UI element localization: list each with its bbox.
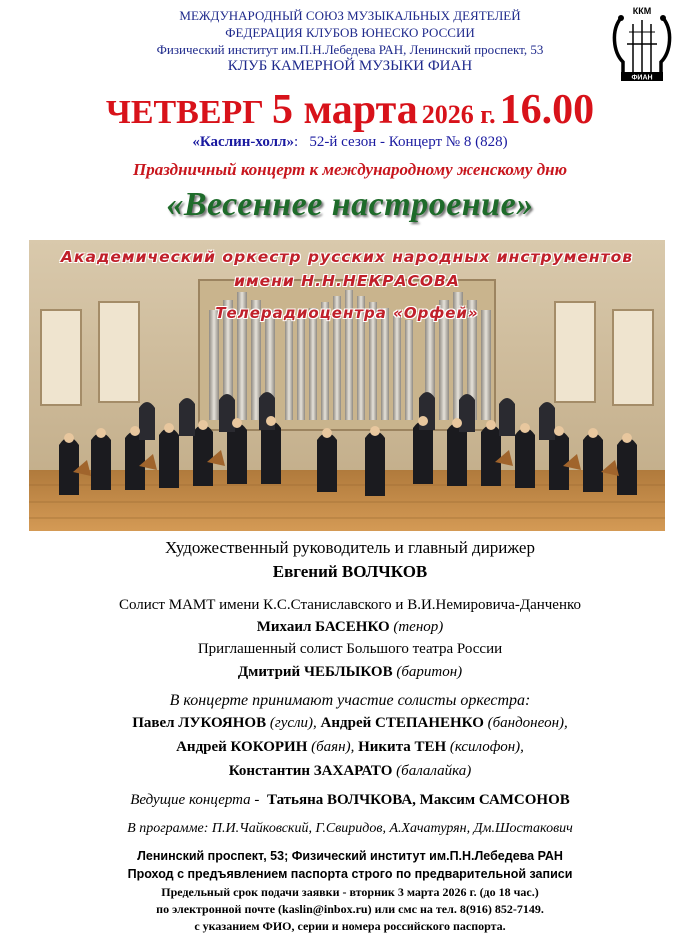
org-unesco: ФЕДЕРАЦИЯ КЛУБОВ ЮНЕСКО РОССИИ [225, 25, 475, 40]
soloist2-name: Дмитрий ЧЕБЛЫКОВ [237, 664, 393, 680]
soloist2-role: Приглашенный солист Большого театра России [197, 641, 503, 657]
soloist-kokorin-instrument: (баян), [311, 739, 355, 755]
orchestra-soloists-row1: Павел ЛУКОЯНОВ (гусли), Андрей СТЕПАНЕНКО (бандонеон), [132, 715, 568, 731]
orchestra-name-line1: Академический оркестр русских народных инструментов [60, 248, 634, 266]
orchestra-soloists-row3 [0, 763, 700, 780]
director-name: Евгений ВОЛЧКОВ [272, 562, 428, 581]
hosts-names: Татьяна ВОЛЧКОВА, Максим САМСОНОВ [266, 792, 570, 808]
event-weekday: ЧЕТВЕРГ [105, 94, 264, 131]
director-role: Художественный руководитель и главный дирижер [165, 538, 535, 557]
soloist-ten-instrument: (ксилофон), [449, 739, 524, 755]
soloist-kokorin-name: Андрей КОКОРИН [176, 739, 308, 755]
hosts-line [0, 792, 700, 809]
venue-hall: «Каслин-холл» [192, 134, 294, 150]
concert-title: «Весеннее настроение» [166, 186, 534, 223]
soloist-zaharato-name: Константин ЗАХАРАТО [228, 763, 393, 779]
soloist-ten-name: Никита ТЕН [358, 739, 447, 755]
soloist2-voice: (баритон) [396, 664, 463, 680]
soloist1-voice: (тенор) [393, 619, 444, 635]
footer-passport-details: с указанием ФИО, серии и номера российского паспорта. [194, 919, 506, 933]
club-name: КЛУБ КАМЕРНОЙ МУЗЫКИ ФИАН [227, 58, 473, 74]
org-union: МЕЖДУНАРОДНЫЙ СОЮЗ МУЗЫКАЛЬНЫХ ДЕЯТЕЛЕЙ [179, 8, 521, 23]
orchestra-name-line3: Телерадиоцентра «Орфей» [215, 304, 479, 322]
event-datetime [0, 86, 700, 134]
soloist2 [0, 664, 700, 681]
orchestra-photo [29, 240, 665, 531]
soloist1-name: Михаил БАСЕНКО [256, 619, 390, 635]
soloist1 [0, 619, 700, 636]
venue-line: «Каслин-холл»: 52-й сезон - Концерт № 8 (828) [192, 134, 508, 150]
footer-passport: Проход с предъявлением паспорта строго по предварительной записи [127, 867, 573, 881]
club-lyre-logo [607, 4, 677, 84]
logo-top-text: ККМ [632, 6, 652, 16]
soloist-stepanenko-instrument: (бандонеон), [487, 715, 568, 731]
program-line: В программе: П.И.Чайковский, Г.Свиридов, А.Хачатурян, Дм.Шостакович [127, 821, 573, 836]
soloist1-role: Солист МАМТ имени К.С.Станиславского и В.И.Немировича-Данченко [118, 597, 582, 613]
season-concert: 52-й сезон - Концерт № 8 (828) [309, 134, 508, 150]
footer-address: Ленинский проспект, 53; Физический институт им.П.Н.Лебедева РАН [137, 849, 563, 863]
concert-subtitle: Праздничный концерт к международному женскому дню [133, 160, 567, 179]
footer-deadline: Предельный срок подачи заявки - вторник 3 марта 2026 г. (до 18 час.) [161, 885, 539, 899]
soloist-zaharato-instrument: (балалайка) [396, 763, 472, 779]
org-institute: Физический институт им.П.Н.Лебедева РАН, Ленинский проспект, 53 [156, 42, 544, 57]
footer-contacts: по электронной почте (kaslin@inbox.ru) или смс на тел. 8(916) 852-7149. [156, 902, 544, 916]
event-time: 16.00 [499, 87, 595, 133]
soloist-stepanenko-name: Андрей СТЕПАНЕНКО [320, 715, 484, 731]
hosts-label: Ведущие концерта - [130, 792, 260, 808]
event-day-month: 5 марта [271, 87, 418, 133]
soloist-lukoyanov-instrument: (гусли) [269, 715, 314, 731]
logo-bottom-text: ФИАН [631, 74, 653, 82]
event-year: 2026 г. [421, 100, 496, 129]
soloist-lukoyanov-name: Павел ЛУКОЯНОВ [132, 715, 267, 731]
orchestra-soloists-row2 [0, 739, 700, 756]
orchestra-soloists-intro: В концерте принимают участие солисты оркестра: [169, 692, 531, 709]
orchestra-name-line2: имени Н.Н.НЕКРАСОВА [234, 272, 460, 290]
